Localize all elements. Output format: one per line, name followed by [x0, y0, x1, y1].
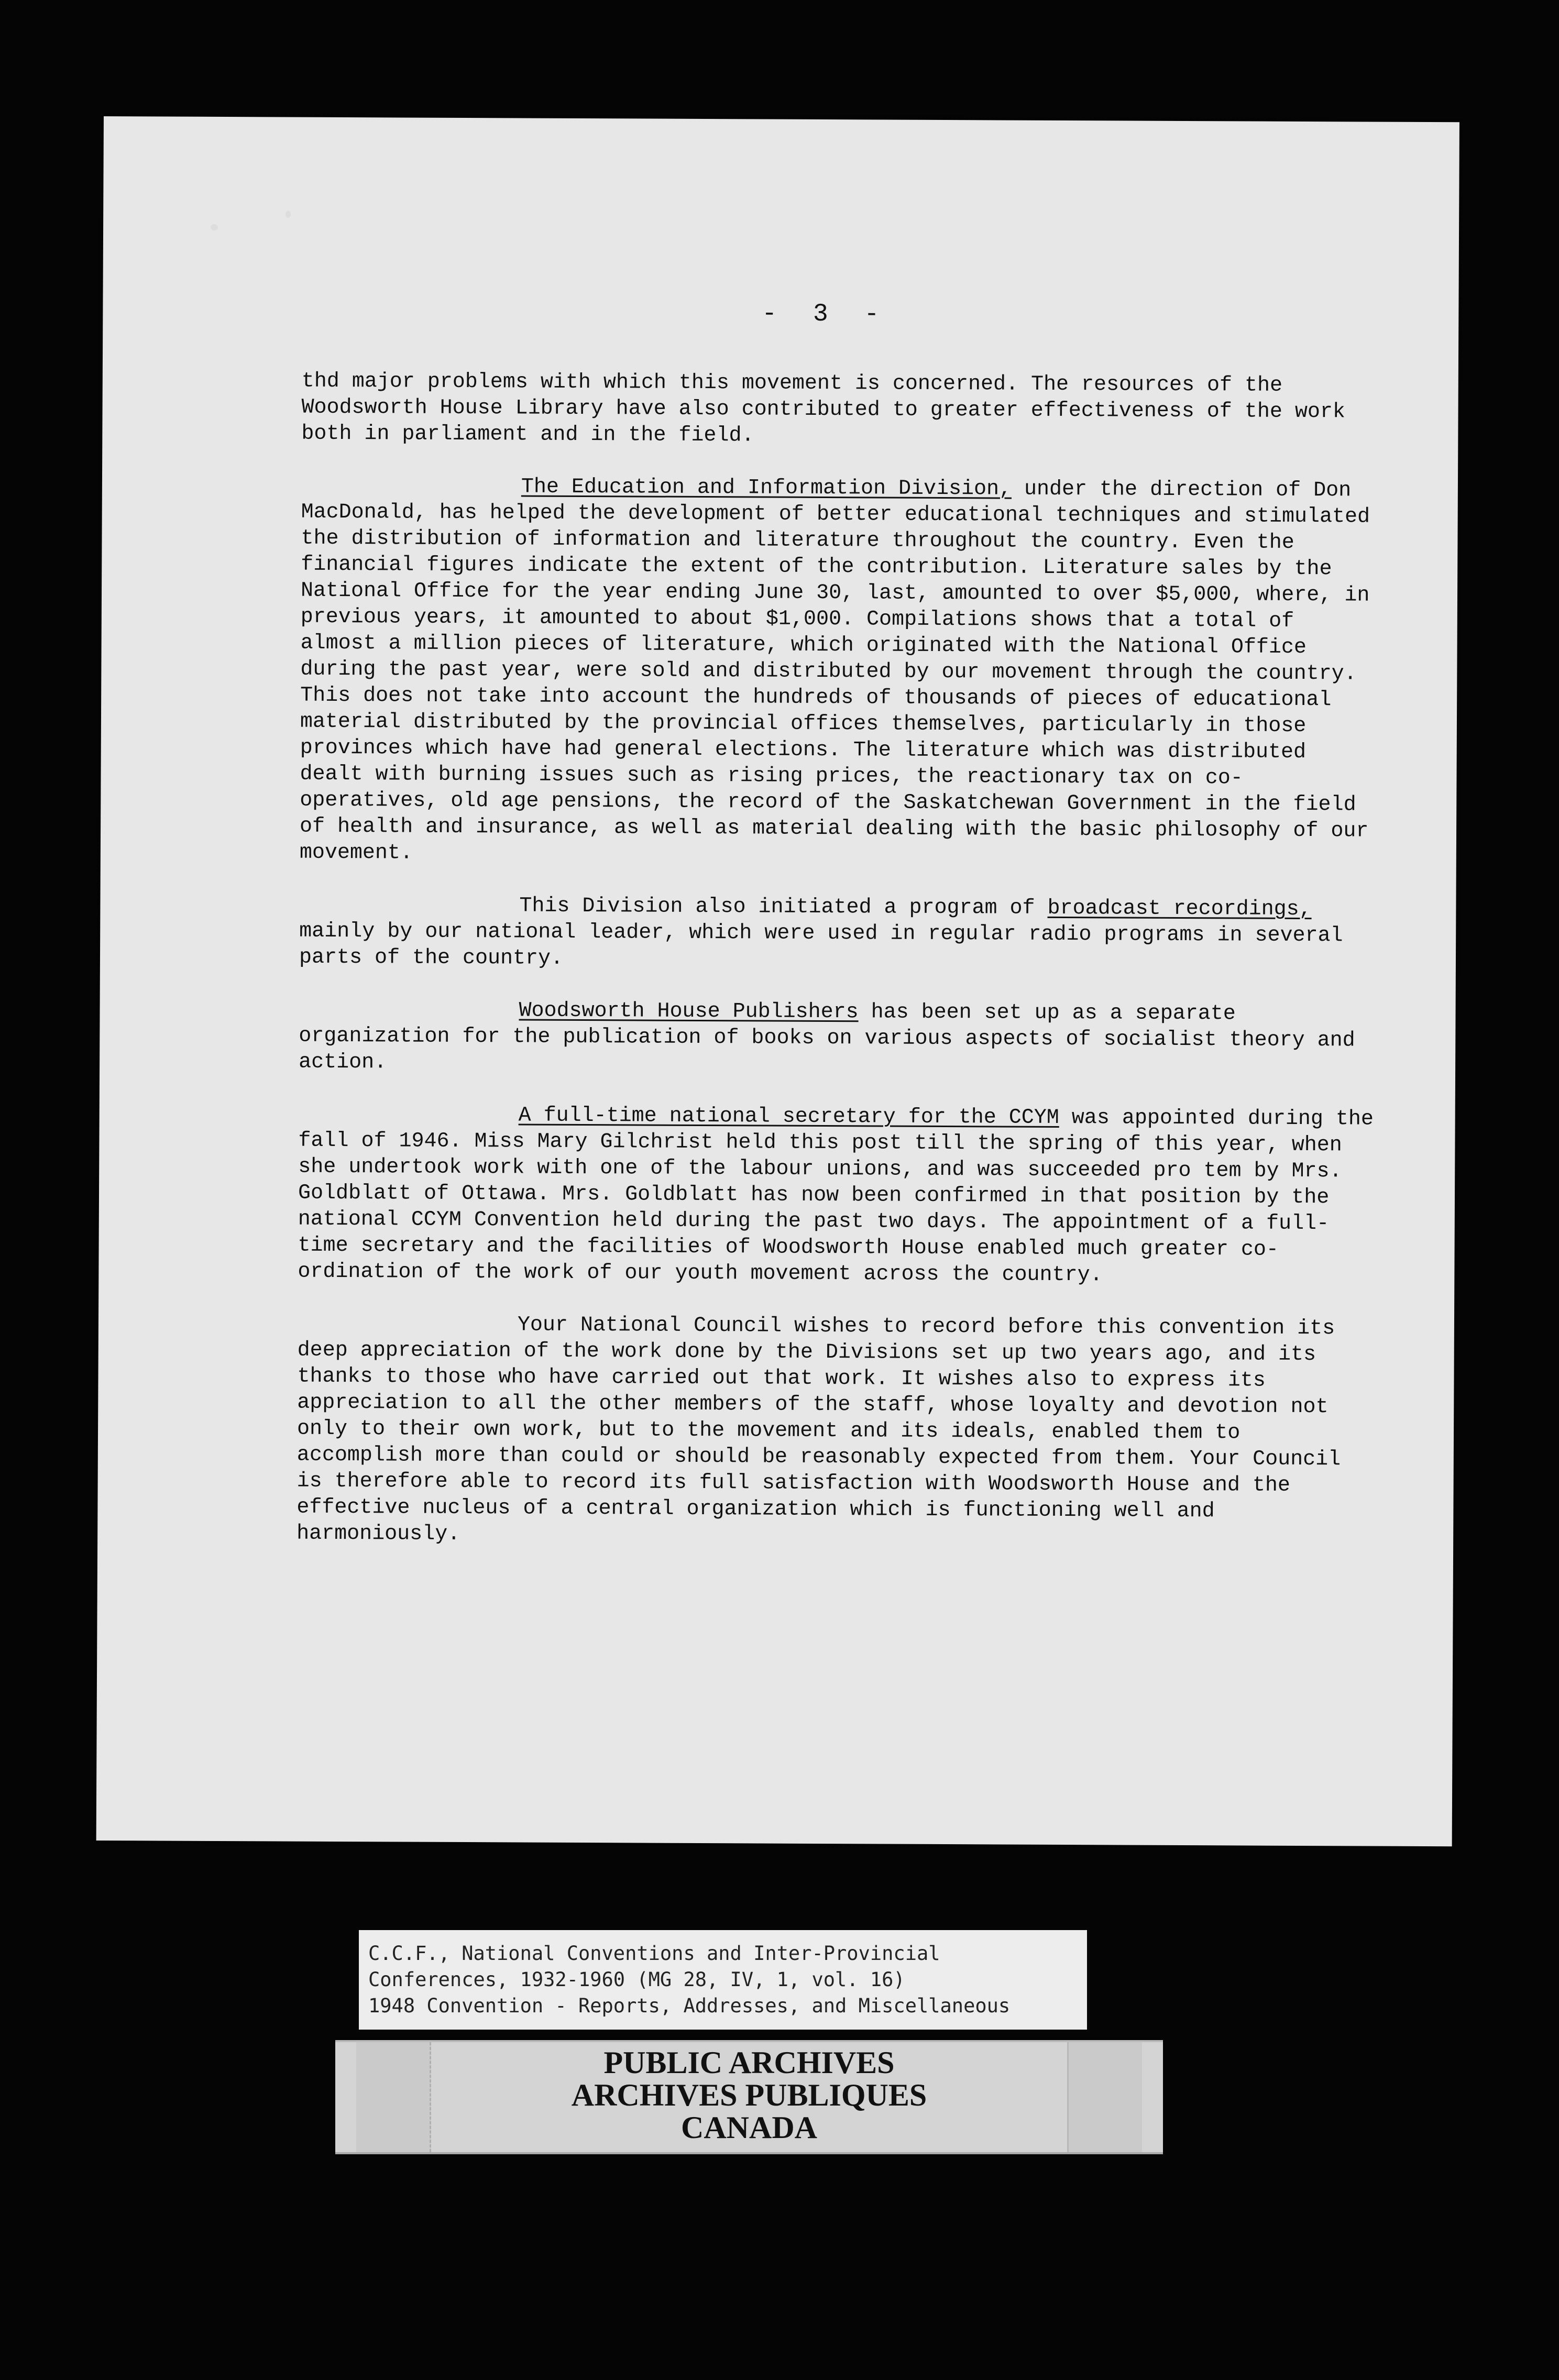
- paragraph-text: thd major problems with which this movement is concerned. The resources of the Woodsworth House Library have also contributed to greater effectiveness of the work both in parliament and in the field.: [301, 369, 1345, 448]
- paragraph-publishers: [299, 997, 1378, 1081]
- paragraph-text: This Division also initiated a program of: [519, 894, 1048, 920]
- paragraph-indent: [299, 910, 519, 911]
- paragraph-text: under the direction of Don MacDonald, has helped the development of better educational techniques and stimulated the distribution of information and literature throughout the country. Even the financial figures indicate the extent of the contribution. Literature sales by the National Office for the year ending June 30, last, amounted to over $5,000, where, in previous years, it amounted to about $1,000. Compilations shows that a total of almost a million pieces of literature, which originated with the National Office during the past year, were sold and distributed by our movement through the country. This does not take into account the hundreds of thousands of pieces of educational material distributed by the provincial offices themselves, particularly in those provinces which have had general elections. The literature which was distributed dealt with burning issues such as rising prices, the reactionary tax on co-operatives, old age pensions, the record of the Saskatchewan Government in the field of health and insurance, as well as material dealing with the basic philosophy of our movement.: [299, 477, 1370, 865]
- section-heading: The Education and Information Division,: [521, 475, 1012, 501]
- document-page: [96, 116, 1459, 1846]
- stamp-strip: [356, 2042, 431, 2152]
- stamp-line: CANADA: [681, 2110, 817, 2145]
- paragraph-indent: [298, 1329, 518, 1330]
- paragraph-indent: [299, 1120, 519, 1121]
- section-heading: A full-time national secretary for the CCYM: [518, 1104, 1059, 1130]
- stamp-text: [451, 2046, 1048, 2144]
- paragraph-education-division: [300, 473, 1380, 871]
- film-speck: [286, 211, 291, 218]
- section-heading: broadcast recordings,: [1047, 896, 1312, 922]
- film-speck: [211, 224, 218, 230]
- paragraph-ccym-secretary: [298, 1102, 1378, 1290]
- paragraph-library: [301, 369, 1381, 452]
- paragraph-text: Your National Council wishes to record before this convention its deep appreciation of the work done by the Divisions set up two years ago, and its thanks to those who have carried out that work. It wishes also to express its appreciation to all the other members of the staff, whose loyalty and devotion not only to their own work, but to the movement and its ideals, enabled them to accomplish more than could or should be reasonably expected from them. Your Council is therefore able to record its full satisfaction with Woodsworth House and the effective nucleus of a central organization which is functioning well and harmoniously.: [297, 1313, 1341, 1546]
- archive-caption-label: [359, 1930, 1087, 2030]
- caption-line: Conferences, 1932-1960 (MG 28, IV, 1, vol. 16): [368, 1968, 905, 1991]
- paragraph-text: was appointed during the fall of 1946. Miss Mary Gilchrist held this post till the spring of this year, when she undertook work with one of the labour unions, and was succeeded pro tem by Mrs. Goldblatt of Ottawa. Mrs. Goldblatt has now been confirmed in that position by the national CCYM Convention held during the past two days. The appointment of a full-time secretary and the facilities of Woodsworth House enabled much greater co-ordination of the work of our youth movement across the country.: [298, 1106, 1374, 1287]
- stamp-line: PUBLIC ARCHIVES: [603, 2045, 895, 2080]
- stamp-strip: [1067, 2042, 1142, 2152]
- paragraph-broadcast-recordings: [299, 893, 1379, 976]
- paragraph-council-appreciation: [297, 1312, 1377, 1552]
- document-body: [297, 369, 1381, 1578]
- paragraph-text: has been set up as a separate organization for the publication of books on various aspects of socialist theory and action.: [299, 1000, 1355, 1075]
- paragraph-text: mainly by our national leader, which were used in regular radio programs in several parts of the country.: [299, 919, 1343, 971]
- paragraph-indent: [299, 1015, 519, 1016]
- archive-stamp: [335, 2040, 1163, 2154]
- stamp-line: ARCHIVES PUBLIQUES: [571, 2078, 927, 2112]
- caption-line: 1948 Convention - Reports, Addresses, and Miscellaneous: [368, 1995, 1011, 2017]
- paragraph-indent: [301, 491, 521, 492]
- page-number: - 3 -: [762, 300, 890, 329]
- section-heading: Woodsworth House Publishers: [519, 999, 859, 1024]
- caption-line: C.C.F., National Conventions and Inter-Provincial: [368, 1942, 940, 1965]
